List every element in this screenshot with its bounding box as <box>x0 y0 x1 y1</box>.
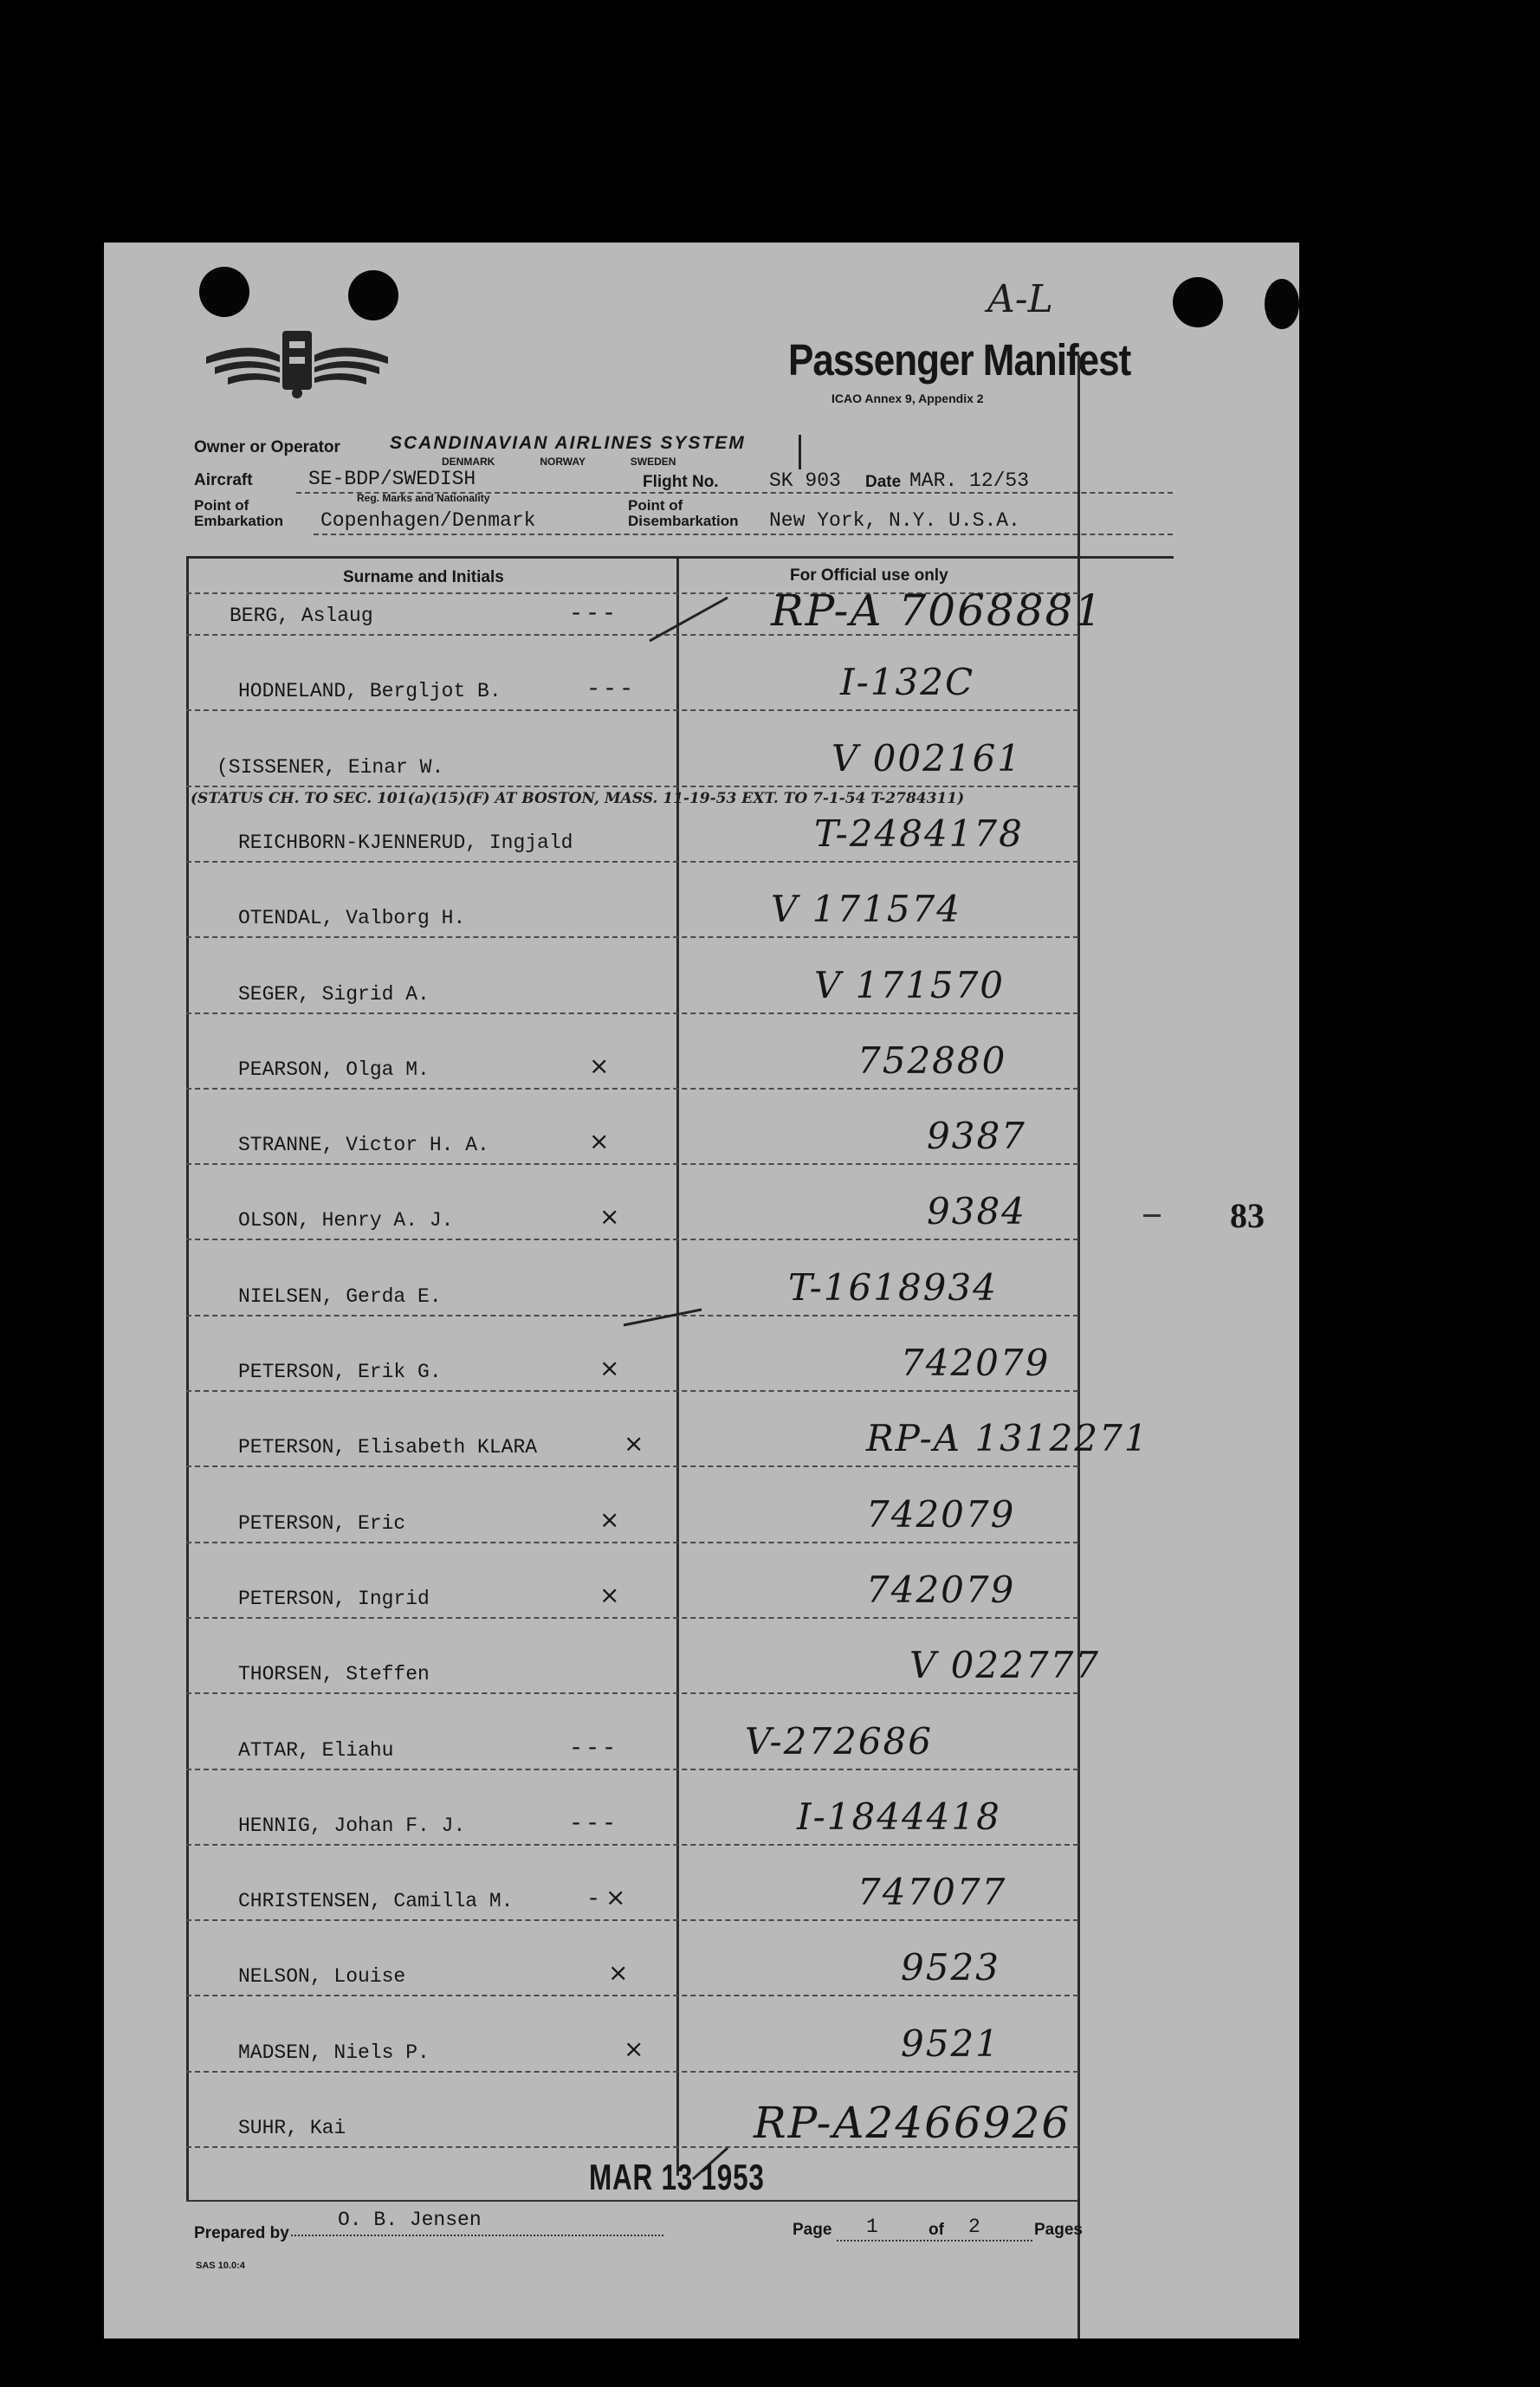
prepared-label: Prepared by <box>194 2224 289 2242</box>
owner-label: Owner or Operator <box>194 438 340 456</box>
passenger-name: CHRISTENSEN, Camilla M. <box>238 1890 514 1913</box>
date-stamp: MAR 13 1953 <box>589 2157 765 2197</box>
flight-value: SK 903 <box>769 469 841 492</box>
handwritten-tag: A-L <box>987 277 1053 321</box>
disembark-label-1: Point of <box>628 497 683 514</box>
prepared-underline <box>291 2235 663 2236</box>
prepared-value: O. B. Jensen <box>338 2209 482 2231</box>
official-entry: V 002161 <box>831 736 1023 779</box>
passenger-name: NELSON, Louise <box>238 1965 406 1989</box>
of-value: 2 <box>968 2216 980 2238</box>
manifest-sheet <box>104 243 1299 2338</box>
embark-value: Copenhagen/Denmark <box>320 509 536 532</box>
passenger-name: STRANNE, Victor H. A. <box>238 1134 489 1157</box>
passenger-checkmark: × <box>624 2034 644 2063</box>
passenger-checkmark: × <box>589 1127 610 1156</box>
embark-label-1: Point of <box>194 497 249 514</box>
official-entry: I-1844418 <box>797 1795 1001 1838</box>
disembark-label-2: Disembarkation <box>628 513 739 529</box>
passenger-checkmark: × <box>624 1429 644 1459</box>
passenger-name: PEARSON, Olga M. <box>238 1058 430 1081</box>
passenger-name: HENNIG, Johan F. J. <box>238 1814 466 1837</box>
official-entry: I-132C <box>840 661 975 704</box>
passenger-name: SEGER, Sigrid A. <box>238 982 430 1006</box>
official-entry: T-1618934 <box>788 1265 998 1309</box>
official-entry: 742079 <box>866 1568 1016 1611</box>
passenger-checkmark: × <box>599 1504 620 1534</box>
official-entry: V-272686 <box>745 1719 933 1763</box>
passenger-name: PETERSON, Ingrid <box>238 1587 430 1610</box>
date-value: MAR. 12/53 <box>909 469 1030 492</box>
passenger-name: MADSEN, Niels P. <box>238 2041 430 2064</box>
flight-label: Flight No. <box>643 473 719 491</box>
passenger-checkmark: × <box>608 1958 629 1988</box>
disembark-value: New York, N.Y. U.S.A. <box>769 509 1020 532</box>
passenger-checkmark: × <box>589 1051 610 1080</box>
official-entry: V 171570 <box>814 963 1006 1006</box>
official-entry: 9384 <box>927 1190 1026 1233</box>
passenger-name: SUHR, Kai <box>238 2117 346 2139</box>
official-entry: 9387 <box>927 1115 1026 1158</box>
official-strike-marks <box>104 243 1299 2338</box>
passenger-name: (SISSENER, Einar W. <box>217 755 444 779</box>
official-entry: RP-A 1312271 <box>866 1417 1149 1460</box>
passenger-name: NIELSEN, Gerda E. <box>238 1284 442 1308</box>
passenger-checkmark: - - - <box>572 1807 614 1836</box>
passenger-name: OTENDAL, Valborg H. <box>238 907 466 930</box>
column-header-surname: Surname and Initials <box>343 568 504 586</box>
manifest-subtitle: ICAO Annex 9, Appendix 2 <box>831 391 984 405</box>
of-label: of <box>929 2221 944 2239</box>
owner-countries: DENMARK NORWAY SWEDEN <box>442 456 676 468</box>
margin-note: 83 <box>1230 1196 1265 1235</box>
manifest-title: Passenger Manifest <box>788 336 1131 385</box>
footer-rule <box>186 2200 1078 2202</box>
official-entry: 747077 <box>857 1871 1007 1914</box>
form-code: SAS 10.0:4 <box>196 2261 245 2271</box>
passenger-name: THORSEN, Steffen <box>238 1663 430 1686</box>
passenger-checkmark: - - - <box>572 1731 614 1761</box>
passenger-name: HODNELAND, Bergljot B. <box>238 680 501 703</box>
official-entry: V 022777 <box>909 1644 1101 1687</box>
passenger-checkmark: - - - <box>589 673 631 702</box>
aircraft-label: Aircraft <box>194 471 253 489</box>
passenger-name: PETERSON, Eric <box>238 1511 406 1535</box>
passenger-checkmark: × <box>599 1354 620 1382</box>
passenger-name: PETERSON, Erik G. <box>238 1361 442 1383</box>
official-entry: V 171574 <box>771 888 962 931</box>
embark-label-2: Embarkation <box>194 513 283 529</box>
owner-value: SCANDINAVIAN AIRLINES SYSTEM <box>390 433 746 453</box>
page-underline <box>837 2240 1032 2241</box>
passenger-name: PETERSON, Elisabeth KLARA <box>238 1436 538 1459</box>
passenger-name: REICHBORN-KJENNERUD, Ingjald <box>238 831 573 854</box>
page-value: 1 <box>866 2216 878 2238</box>
passenger-checkmark: × <box>599 1580 620 1609</box>
passenger-checkmark: - × <box>589 1883 626 1912</box>
official-entry: 742079 <box>901 1342 1051 1384</box>
official-entry: RP-A 7068881 <box>771 585 1104 636</box>
status-annotation: (STATUS CH. TO SEC. 101(a)(15)(F) AT BOSTON, MASS. 11-19-53 EXT. TO 7-1-54 T-2784311) <box>191 790 965 807</box>
official-entry: RP-A2466926 <box>754 2098 1071 2148</box>
page-label: Page <box>793 2221 832 2239</box>
column-header-official: For Official use only <box>790 566 948 585</box>
date-label: Date <box>865 473 902 491</box>
pages-label: Pages <box>1034 2221 1083 2239</box>
passenger-name: ATTAR, Eliahu <box>238 1738 394 1762</box>
reg-caption: Reg. Marks and Nationality <box>357 492 490 504</box>
official-entry: T-2484178 <box>814 812 1024 855</box>
official-entry: 742079 <box>866 1492 1016 1536</box>
official-entry: 9521 <box>901 2022 1000 2065</box>
margin-dash <box>1143 1214 1161 1217</box>
aircraft-value: SE-BDP/SWEDISH <box>308 468 476 490</box>
passenger-name: OLSON, Henry A. J. <box>238 1209 454 1232</box>
passenger-checkmark: × <box>599 1202 620 1232</box>
passenger-checkmark: - - - <box>572 598 614 626</box>
official-entry: 752880 <box>857 1038 1007 1082</box>
official-entry: 9523 <box>901 1946 1000 1989</box>
passenger-name: BERG, Aslaug <box>230 605 373 627</box>
